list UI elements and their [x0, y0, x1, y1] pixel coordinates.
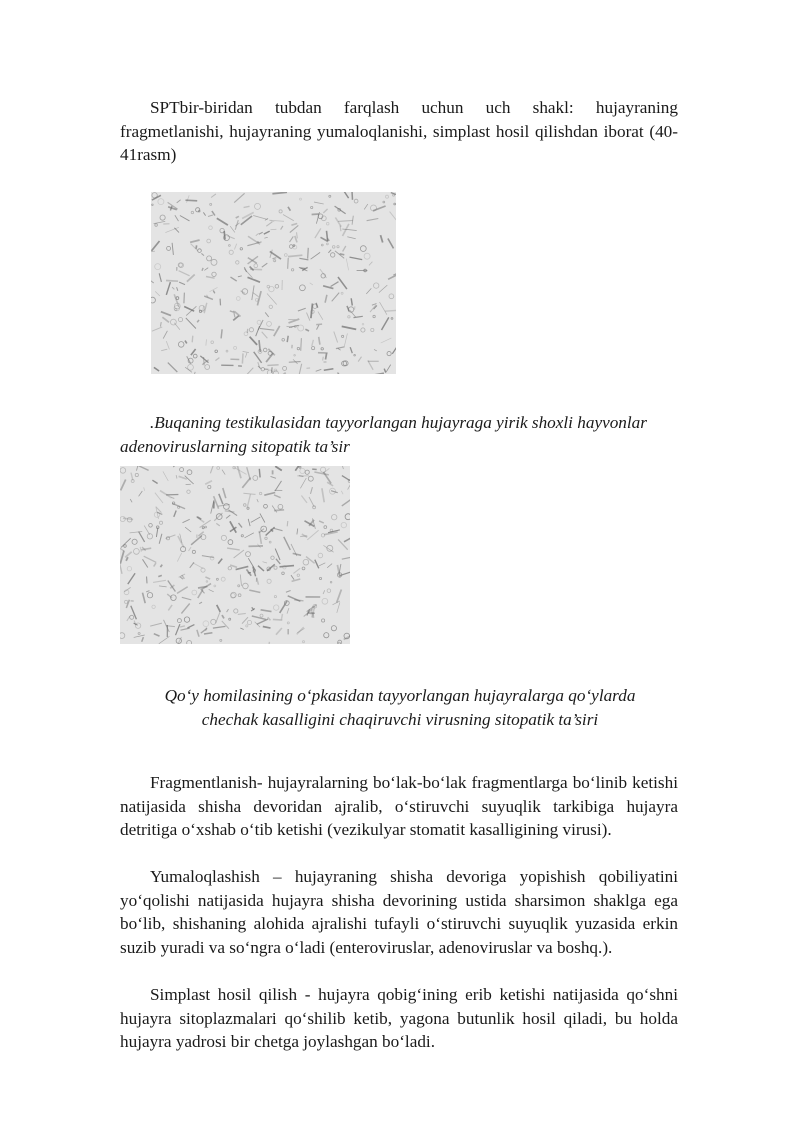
micrograph-cytopathic-effect-adenovirus — [151, 192, 396, 374]
figure2-caption-line1: Qo‘y homilasining o‘pkasidan tayyorlangan hujayralarga qo‘ylarda — [164, 686, 636, 705]
intro-paragraph: SPTbir-biridan tubdan farqlash uchun uch shakl: hujayraning fragmetlanishi, hujayraning yumaloqlanishi, simplast hosil qilishdan iborat (40-41rasm) — [120, 98, 678, 164]
rounding-paragraph: Yumaloqlashish – hujayraning shisha devoriga yopishish qobiliyatini yo‘qolishi natijasida hujayra shisha devorining ustida sharsimon shaklga ega bo‘lib, shishaning alohida ajralishi tufayli o‘stiruvchi suyuqlik yuzasida erkin suzib yuradi va so‘ngra o‘ladi (enteroviruslar, adenoviruslar va boshq.). — [120, 867, 678, 957]
fragmentation-paragraph: Fragmentlanish- hujayralarning bo‘lak-bo‘lak fragmentlarga bo‘linib ketishi natijasida shisha devoridan ajralib, o‘stiruvchi suyuqlik tarkibiga hujayra detritiga o‘xshab o‘tib ketishi (vezikulyar stomatit kasalligining virusi). — [120, 773, 678, 839]
figure2-caption-line2: chechak kasalligini chaqiruvchi virusning sitopatik ta’siri — [201, 710, 599, 729]
figure1-caption: .Buqaning testikulasidan tayyorlangan hujayraga yirik shoxli hayvonlar adenoviruslarning sitopatik ta’sir — [120, 413, 647, 456]
micrograph-cytopathic-effect-sheep-pox — [120, 466, 350, 644]
symplast-paragraph: Simplast hosil qilish - hujayra qobig‘ining erib ketishi natijasida qo‘shni hujayra sitoplazmalari qo‘shilib ketib, yagona butunlik hosil qiladi, bu holda hujayra yadrosi bir chetga joylashgan bo‘ladi. — [120, 985, 678, 1051]
